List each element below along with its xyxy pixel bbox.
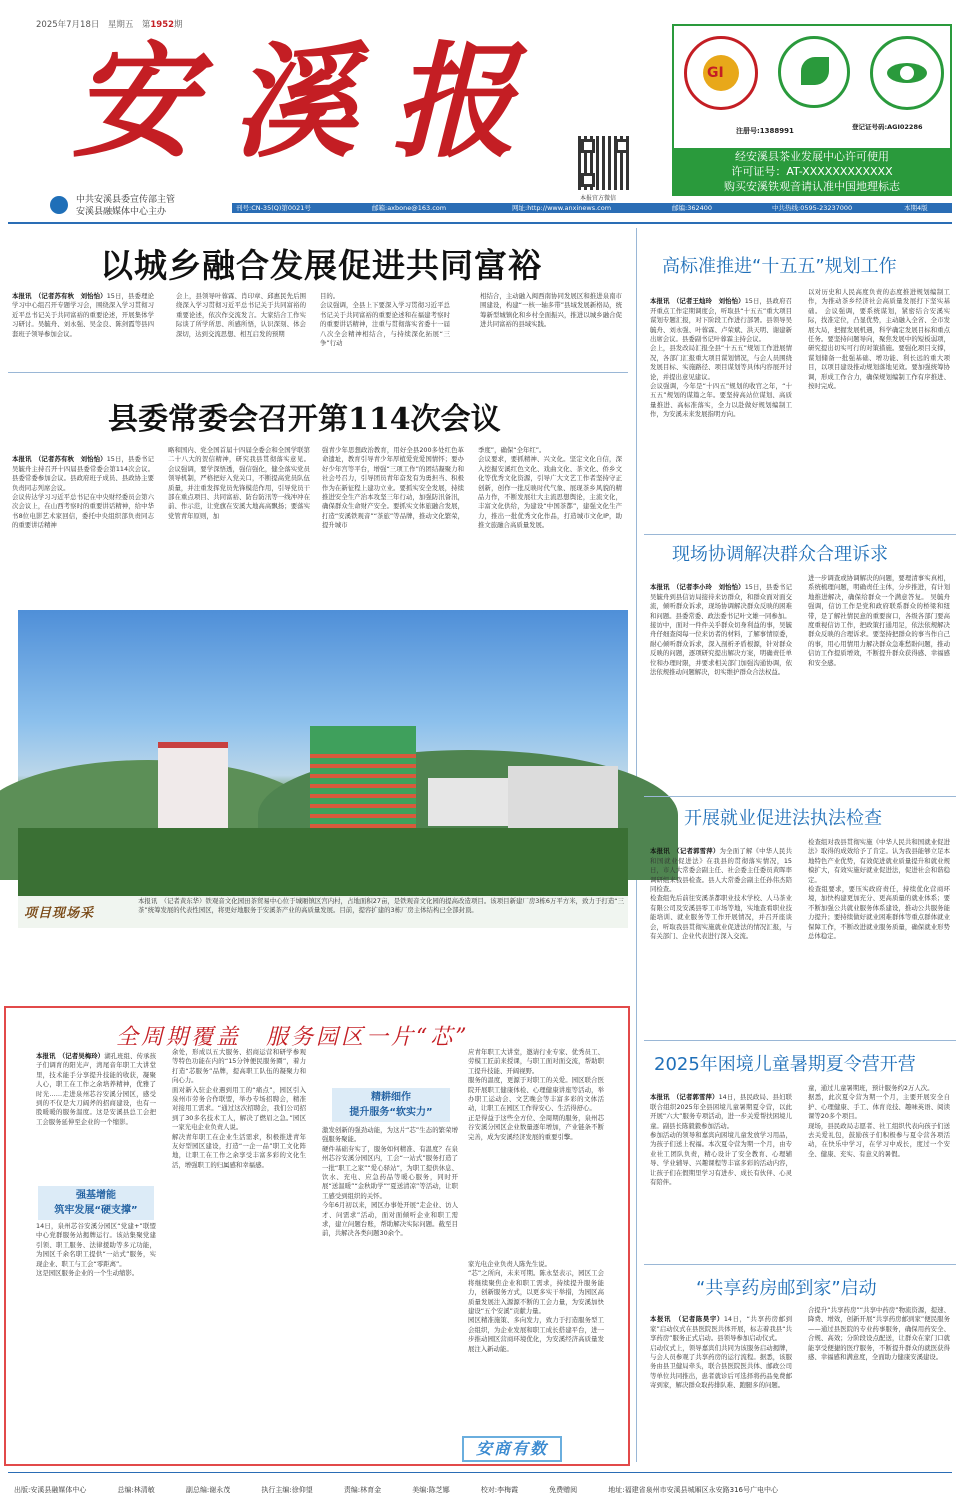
party-emblem-icon: [50, 196, 68, 214]
footer-responsible-editor: 责编:林育金: [343, 1486, 382, 1494]
qr-caption: 本报官方微信: [580, 195, 617, 202]
footer-art-editor: 美编:陈芝娜: [412, 1486, 450, 1494]
photo-caption-box: [18, 896, 628, 928]
qr-code[interactable]: [578, 136, 632, 190]
footer-publisher: 出版:安溪县融媒体中心: [14, 1486, 87, 1494]
certification-box: [672, 24, 952, 196]
pharmacy-headline: “共享药房邮到家”启动: [696, 1278, 877, 1299]
footer-executive-editor: 执行主编:徐仰望: [261, 1486, 313, 1494]
footer-deputy-editor: 副总编:谢永茂: [185, 1486, 231, 1494]
meeting-article: 县委常委会召开第114次会议 本报讯 （记者苏有秋 刘怡怡）15日，县委书记吴毓舟主持召开十四届县委常委会第114次会议。县委常委参加会议。县政府班子成员、县政协主要负责同志列席会议。 会议传达学习习近平总书记在中央财经委员会第六次会议上，在山西考察时的重要讲话精神，给中华书8位电影艺术家回信，委托中央组织部负责同志的重要讲话精神 略和国内、党全国首届十四届全委会和全国学联第二十八大的贺信精神，研究我县贯彻落实意见。 会议强调，要学深悟透，强信强化，健全落实党员领导机制，严格把好入党关口，不断提高党员队伍质量，并注重发挥党员先锋模范作用，引导党员干部在重点项目、共同富裕、防台防汛等一线冲冲在前、作示范，让党旗在安溪大地高高飘扬；要落实党管青年原则，加 强青少年思想政治教育，用好全县200多处红色革命遗址，教育引导青少年厚植爱党爱国情怀；要办好少年宫等平台，增强“三项工作”的团结凝聚力和社会号召力，引导团员青年奋发有为勇担当、积极作为在新征程上建功立业。要抓实安全发展，持续推进安全生产治本攻坚三年行动，加强防汛备汛，确保群众生命财产安全。要抓实文体旅融合发展，打造“安溪铁观音”“茶旅”等品牌，推动文化繁荣，提升城市 季度”，确保“全年红”。 会议要求，要抓精神、兴文化。坚定文化自信，深入挖掘安溪红色文化、戏曲文化、茶文化、侨乡文化等优秀文化资源，引导广大文艺工作者坚持守正创新，创作一批反映时代气象、展现茶乡风貌的精品力作，不断发展壮大主流思想舆论，主流文化，丰富文化供给，为建设“中国茶都”，建强文化生产力，推出一批优秀文化作品，打造城市文化IP，助推文旅融合高质量发展。: [8, 380, 628, 596]
right-column: 高标准推进“十五五”规划工作 本报讯 （记者王灿玲 刘怡怡）15日，县政府召开重点工作定期调度会，听取县“十五五”重大项目谋划专题汇报，对下阶段工作进行部署。县领导吴毓舟、刘永强、叶蓉霖、卢荣斌、洪天明、谢建新出席会议。县委副书记叶蓉霖主持会议。 会上，县发改局汇报全县“十五五”规划工作进展情况，各部门汇报重大项目谋划情况，与会人员围绕发展目标、实施路径、项目谋划等具体内容展开讨论，并提出意见建议。 会议强调，今年是“十四五”规划的收官之年，“十五五”规划的谋篇之年。要坚持高站位谋划、高质量推进、高标准落实，全力以赴做好规划编制工作，为安溪未来发展指明方向。 以对历史和人民高度负责的态度推进规划编制工作，为推动茶乡经济社会高质量发展打下坚实基础。 会议强调，要系统谋划，紧密结合安溪实际，找准定位，凸显优势，主动融入全省、全市发展大局，把握发展机遇，科学确定发展目标和重点任务。要坚持问题导向，聚焦发展中的短板弱项，研究提出切实可行的对策措施。要强化项目支撑，谋划储备一批强基础、增功能、利长远的重大项目，以项目建设推动规划落地见效。要加强统筹协调，形成工作合力，确保规划编制工作有序推进、按时完成。 现场协调解决群众合理诉求 本报讯 （记者李小玲 刘怡怡）15日，县委书记吴毓舟到县信访局接待来访群众，和群众面对面交流，倾听群众诉求，现场协调解决群众反映的困难和问题。县委常委、政法委书记叶文雄一同参加。 接访中，面对一件件关乎群众切身利益的事，吴毓舟仔细查阅每一位来访者的材料，了解事情原委，耐心倾听群众诉求，深入剖析矛盾根源，针对群众反映的问题，逐项研究提出解决方案，明确责任单位和办理时限，并要求相关部门加强沟通协调，依法依规推动问题解决，切实维护群众合法权益。 进一步调查或协调解决的问题，要理清事实真相，系统梳理问题，明确责任主体，分步推进，有计划地推进解决，确保给群众一个满意答复。 吴毓舟强调，信访工作是党和政府联系群众的桥梁和纽带，是了解社情民意的重要窗口，各级各部门要高度重视信访工作，把政策打通用足，依法依规解决群众反映的合理诉求。要坚持把群众的事当作自己的事，用心用情用力解决群众急难愁盼问题，推动信访工作提质增效，不断提升群众获得感、幸福感和安全感。 开展就业促进法执法检查 本报讯 （记者郭雪萍）为全面了解《中华人民共和国就业促进法》在我县的贯彻落实情况，15日，市人大常委会副主任、社会委主任委员黄晖率调研组来我县检查。县人大常委会副主任孙伟杰陪同检查。 检查组先后前往安溪茶都职业技术学校、人马茶业有限公司及安溪县零工市场等地，实地查看职业技能培训、就业服务等工作开展情况，并召开座谈会，听取我县贯彻实施就业促进法的情况汇报，与有关部门、企业代表进行深入交流。 检查组对我县贯彻实施《中华人民共和国就业促进法》取得的成效给予了肯定。认为我县能够立足本地特色产业优势，有效促进就业质量提升和就业规模扩大，有效实施好就业促进法，促进社会和谐稳定。 检查组要求，要压实政府责任，持续优化营商环境，加快构建更加充分、更高质量的就业体系；要不断加强公共就业服务体系建设，推动公共服务能力提升；要持续做好就业困难群体等重点群体就业保障工作，不断改进就业服务质量，确保就业形势总体稳定。 2025年困境儿童暑期夏令营开营 本报讯 （记者郭雪萍）14日，县民政局、县妇联联合组织2025年全县困境儿童暑期夏令营，以此开展“六大”服务专项活动，进一步关爱帮扶困境儿童。副县长陈毅毅参加活动。 参加活动的领导和嘉宾向困境儿童发放学习用品，为孩子们送上祝福。本次夏令营为期一个月，由专业社工团队负责，精心设计了安全教育、心理辅导、学业辅导、兴趣课程等丰富多彩的活动内容，让孩子们在假期里学习有进步、成长有伙伴、心灵有陪伴。 童，通过儿童暑期班，预计服务约2万人次。 据悉，此次夏令营为期一个月，主要开展安全自护、心理健康、手工、体育竞技、趣味英语、阅读课等20多个项目。 现场，县民政局志愿者、社工组织代表向孩子们送去关爱礼包，鼓励孩子们积极参与夏令营各项活动，在快乐中学习，在学习中成长，度过一个安全、健康、充实、有意义的暑假。 “共享药房邮到家”启动 本报讯 （记者陈昊宇）14日，“共享药房邮到家”启动仪式在县医院医共体开展，标志着我县“共享药房”服务正式启动。县领导参加启动仪式。 启动仪式上，领导嘉宾们共同为该服务启动揭牌，与会人员参观了共享药房的运行流程。据悉，该服务由县卫健局牵头，联合县医院医共体、邮政公司等单位共同推出，患者就诊后可选择将药品免费邮寄到家，解决群众取药排队难、跑腿多的问题。 合提升“共享药房”“共享中药房”物流资源，提速、降费、增效，创新开展“共享药房邮到家”便民服务——通过县医院的专业药事服务，确保用药安全、合规、高效；分阶段设点配送，让群众在家门口就能享受便捷的医疗服务，不断提升群众的就医获得感、幸福感和满意度，全面助力健康安溪建设。: [644, 228, 956, 1468]
subhead-strong-base: 强基增能 筑牢发展“硬支撑”: [38, 1186, 154, 1220]
tea-geo-logo-icon: [778, 36, 850, 108]
footer-proofreader: 校对:李梅霞: [480, 1486, 519, 1494]
agi-number: 登记证号码:AGI02286: [852, 123, 923, 131]
petition-headline: 现场协调解决群众合理诉求: [672, 544, 888, 565]
planning-headline: 高标准推进“十五五”规划工作: [662, 256, 897, 277]
footer-free-distribution: 免费赠阅: [549, 1486, 578, 1494]
employment-headline: 开展就业促进法执法检查: [684, 808, 882, 829]
masthead: [0, 0, 960, 217]
photo-caption: 本报讯 （记者黄东华）铁观音文化园田茶贸易中心位于城厢镇区宫内村，占地面积27亩，是铁观音文化园的提高改造项目。该项目新建厂房3栋6万平方米，致力于打造“三茶”统筹发展的代表性园区，将更好地服务于安溪茶产业的高质量发展。目前，提容扩建的3栋厂房主体结构已全部封顶。: [138, 897, 624, 915]
newspaper-title: 安溪报: [72, 30, 553, 175]
feature-article: 全周期覆盖 服务园区一片“芯” 本报讯 （记者吴梅玲）湖孔班组、传承孩子们调育的阳光声，湾尾音年职工大讲堂里，技术能手分享提升技能的收获，凝聚人心，职工在工作之余培养精神，优雅了时光……走进泉州芯谷安溪分园区，感受到的不仅是大刀阔斧的招商建设，也有一股暖暖的服务温度。这是安溪县总工会把工会服务延伸至企业的一个缩影。 强基增能 筑牢发展“硬支撑” 14日，泉州芯谷安溪分园区“党建+”联盟中心党群服务站揭牌运行。该站集聚党建引领、职工服务、法律援助等多元功能，为园区千余名职工提供“一站式”服务，实现企业、职工与工会“零距离”。 这是园区服务企业的一个生动缩影。 余处，形成以五大服务、招商运营和研学参观等特色功能在内的“15分钟便民服务圈”，着力打造“芯服务”品牌，提高职工队伍的凝聚力和向心力。 面对新入驻企业遇到用工的“痛点”，园区引入泉州市劳务合作联盟，举办专场招聘会，精准对接用工需求。“通过这次招聘会，我们公司招到了30多名技术工人，解决了燃眉之急。”园区一家光电企业负责人说。 解决青年职工在企业生活需求，积极推进青年友好型园区建设，打造“一企一品”职工文化阵地，让职工在工作之余享受丰富多彩的文化生活，增强职工的归属感和幸福感。 精耕细作 提升服务“软实力” 激发创新的强劲动能，为这片“芯”生态的繁荣增强服务聚能。 硬件基础夯实了，服务如何精准、有温度？在泉州芯谷安溪分园区内，工会“一站式”服务打造了一批“职工之家”“爱心驿站”，为职工提供休息、饮水、充电、应急药品等暖心服务，同时开展“送温暖”“金秋助学”“夏送清凉”等活动，让职工感受到组织的关怀。 今年6月初以来，园区办事处开展“走企业、访人才、问需求”活动，面对面倾听企业和职工需求，建立问题台账，帮助解决实际问题。截至目前，共解决各类问题30余个。 应青年职工大讲堂，邀请行业专家、优秀员工、劳模工匠前来授课，与职工面对面交流，帮助职工提升技能、开阔视野。 服务的温度，更源于对职工的关爱。园区联合医院开展职工健康体检、心理健康讲座等活动，举办职工运动会、文艺晚会等丰富多彩的文体活动，让职工在园区工作得安心、生活得舒心。 正是得益于这些全方位、全周期的服务，泉州芯谷安溪分园区企业数量逐年增加，产业链条不断完善，成为安溪经济发展的重要引擎。 家光电企业负责人陈先生说。 “芯”之所向，未来可期。陈永坚表示，园区工会将继续聚焦企业和职工需求，持续提升服务能力，创新服务方式，以更多实干举措，为园区高质量发展注入源源不断的工会力量，为安溪加快建设“五个安溪”贡献力量。 园区精准施策、多向发力，致力于打造服务型工会组织，为企业发展和职工成长搭建平台，进一步推动园区营商环境优化，为安溪经济高质量发展注入新动能。 安商有数: [4, 1006, 630, 1466]
anshang-stamp: 安商有数: [462, 1436, 562, 1462]
issue-number: 1952: [150, 20, 175, 30]
lead-article: 以城乡融合发展促进共同富裕 本报讯 （记者苏有秋 刘怡怡）15日，县委理论学习中心组召开专题学习会，围绕深入学习贯彻习近平总书记关于共同富裕的重要论述，开展集体学习研讨。吴毓舟、刘永强、吴金良、陈剑霞等县四套班子领导参加会议。 会上，县领导叶蓉霖、肖印章、邱惠民先后围绕深入学习贯彻习近平总书记关于共同富裕的重要论述，依次作交流发言。大家结合工作实际谈了所学所思、所感所悟，认识深刻、体会深切，达到交流思想、相互启发的预期 目的。 会议强调，全县上下要深入学习贯彻习近平总书记关于共同富裕的重要论述和在福建考察时的重要讲话精神，注重与贯彻落实省委十一届八次全会精神相结合，与持续深化拓展“三争”行动 相结合，主动融入闽西南协同发展区和推进泉南市围建设，构建“一核一轴多带”县域发展新格局，统筹新型城镇化和乡村全面振兴，推进以城乡融合促进共同富裕的县域实践。: [8, 230, 628, 365]
meeting-headline: 县委常委会召开第114次会议: [108, 402, 501, 437]
license-banner: 经安溪县茶业发展中心许可使用 许可证号：AT-XXXXXXXXXXXX 购买安溪铁观音请认准中国地理标志: [674, 148, 950, 194]
agi-logo-icon: [870, 36, 944, 110]
info-bar: 刊号:CN-35(Q)第0021号 邮箱:axbone@163.com 网址:http://www.anxinews.com 邮编:362400 中共热线:0595-23237000 本期4版: [232, 203, 952, 213]
org-sponsor: 安溪县融媒体中心主办: [76, 207, 167, 217]
issue-date-line: 2025年7月18日 星期五 第1952期: [36, 20, 183, 30]
registration-number: 注册号:1388991: [736, 127, 794, 135]
subhead-soft-power: 精耕细作 提升服务“软实力”: [332, 1088, 450, 1122]
gi-logo-icon: GI: [684, 36, 758, 110]
org-supervisor: 中共安溪县委宣传部主管: [76, 195, 176, 205]
summer-camp-headline: 2025年困境儿童暑期夏令营开营: [654, 1054, 916, 1075]
lead-headline: 以城乡融合发展促进共同富裕: [100, 246, 542, 285]
footer-bar: [14, 1477, 950, 1494]
project-stamp: 项目现场采: [24, 906, 95, 921]
footer-address: 地址:福建省泉州市安溪县城厢区永安路316号广电中心: [608, 1486, 778, 1494]
news-photo: [18, 610, 628, 928]
feature-headline: 全周期覆盖 服务园区一片“芯”: [116, 1025, 470, 1050]
footer-editor-in-chief: 总编:林清敏: [117, 1486, 155, 1494]
